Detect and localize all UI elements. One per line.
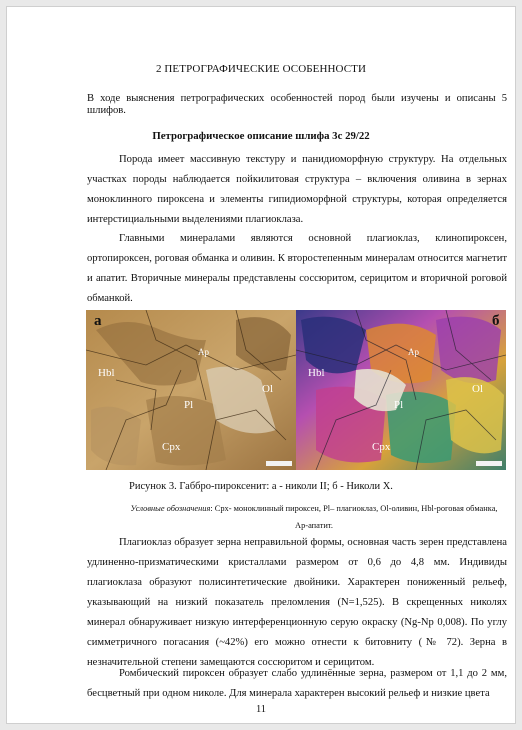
thin-section-figure [86,310,506,470]
page-number: 11 [255,704,267,715]
label-a-pl: Pl [184,399,194,411]
label-b-ol: Ol [472,383,483,395]
label-b-hbl: Hbl [308,367,325,379]
label-b-ap: Ap [408,347,419,357]
label-a-ap: Ap [198,347,209,357]
subheading: Петрографическое описание шлифа 3с 29/22 [152,130,370,142]
paragraph-minerals: Главными минералами являются основной плагиоклаз, клинопироксен, ортопироксен, роговая обманка и оливин. К второстепенным минералам относится магнетит и апатит. Вторичные минералы представлены соссюритом, серицитом и вторичной роговой обманкой. [87,233,507,304]
legend-label: Условные обозначения [130,504,211,513]
paragraph-orthopyroxene: Ромбический пироксен образует слабо удлинённые зерна, размером от 1,1 до 2 мм, бесцветный при одном николе. Для минерала характерен высокий рельеф и низкие цвета [87,668,507,699]
figure-caption: Рисунок 3. Габбро-пироксенит: а - николи II; б - Николи X. [129,481,393,492]
paragraph-plagioclase: Плагиоклаз образует зерна неправильной формы, основная часть зерен представлена удлиненно-призматическими кристаллами размером от 0,6 до 4,8 мм. Индивиды плагиоклаза образуют полисинтетические двойники. Характерен пониженный рельеф, указывающий на низкий показатель преломления (N=1,525). В скрещенных николях минерал обнаруживает низкую интерференционную серую окраску (Ng-Np 0,008). По углу симметричного погасания (~42%) его можно отнести к битовниту (№ 72). Зерна в незначительной степени замещаются соссюритом и серицитом. [87,537,507,668]
label-a-cpx: Cpx [162,441,181,453]
panel-b-letter: б [492,313,500,329]
legend-text: : Cpx- моноклинный пироксен, Pl– плагиоклаз, Ol-оливин, Hbl-роговая обманка, Ap-апатит. [210,504,498,530]
intro-paragraph: В ходе выяснения петрографических особенностей пород были изучены и описаны 5 шлифов. [87,93,507,116]
label-a-ol: Ol [262,383,273,395]
label-b-pl: Pl [394,399,404,411]
label-a-hbl: Hbl [98,367,115,379]
section-title: 2 ПЕТРОГРАФИЧЕСКИЕ ОСОБЕННОСТИ [155,63,367,75]
document-page [6,6,516,724]
figure-legend [123,500,505,534]
panel-a-letter: а [94,313,102,329]
scale-bar-a [266,461,292,466]
label-b-cpx: Cpx [372,441,391,453]
scale-bar-b [476,461,502,466]
paragraph-texture: Порода имеет массивную текстуру и панидиоморфную структуру. На отдельных участках породы наблюдается пойкилитовая структура – включения оливина в зернах моноклинного пироксена и элементы гипидиоморфной структуры, которая определяется интерстициальными выделениями плагиоклаза. [87,154,507,225]
